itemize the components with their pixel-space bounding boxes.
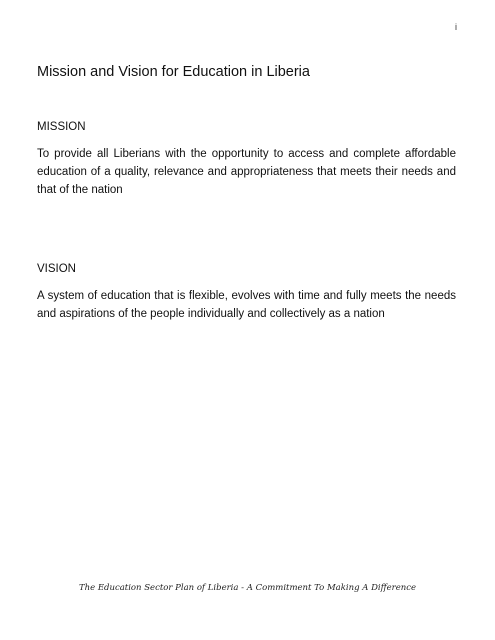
page-footer: The Education Sector Plan of Liberia - A Commitment To Making A Difference xyxy=(78,583,417,593)
mission-statement: To provide all Liberians with the opportunity to access and complete affordable education of a quality, relevance and appropriateness that meets their needs and that of the nation xyxy=(37,148,456,196)
vision-statement: A system of education that is flexible, evolves with time and fully meets the needs and aspirations of the people individually and collectively as a nation xyxy=(37,290,456,320)
vision-heading: VISION xyxy=(37,263,76,275)
page-title: Mission and Vision for Education in Liberia xyxy=(37,64,310,80)
mission-heading: MISSION xyxy=(37,121,86,133)
page-number: i xyxy=(455,22,457,32)
